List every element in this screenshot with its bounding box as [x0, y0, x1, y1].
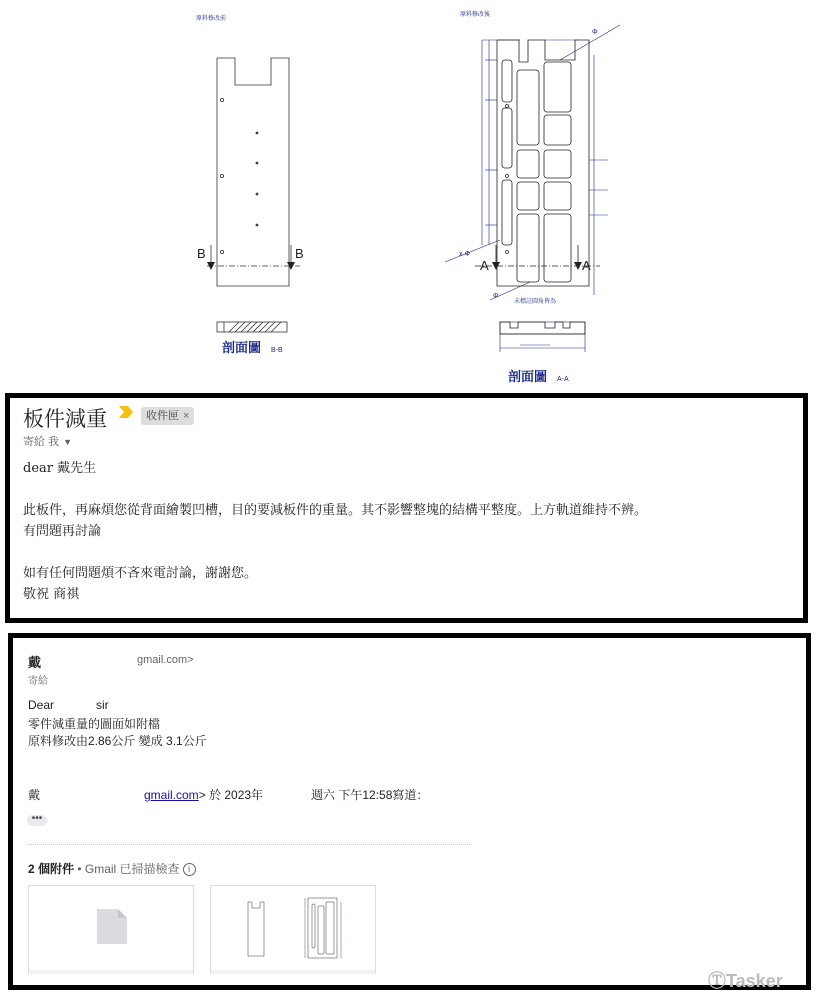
sender-name[interactable]: 戴 — [28, 655, 42, 670]
body-line: 敬祝 商祺 — [23, 587, 80, 602]
watermark-logo-icon: Ⓣ — [708, 971, 726, 991]
drawing-svg — [0, 0, 818, 392]
watermark-text: Tasker — [726, 971, 783, 991]
recipient-text: 寄給 我 — [23, 436, 60, 448]
radius-note: 未標註圓角皆為 — [514, 299, 557, 305]
email-subject: 板件減重 — [23, 408, 107, 431]
recipient-line[interactable]: 寄給 — [28, 676, 48, 687]
recipient-line[interactable] — [23, 433, 72, 449]
dim-phi-top: Φ — [592, 29, 598, 36]
tasker-watermark — [708, 967, 783, 993]
label-before: 原料修改前 — [196, 16, 227, 22]
section-code-bb: B-B — [271, 347, 283, 354]
body-line: 此板件，再麻煩您從背面繪製凹槽，目的要減板件的重量。其不影響整塊的結構平整度。上方軌道維持不辨。 — [23, 503, 648, 518]
remove-label-icon[interactable]: × — [183, 410, 190, 422]
attachments-header — [28, 860, 196, 877]
caret-down-icon[interactable]: ▼ — [63, 437, 72, 447]
section-label-aa: 剖面圖 — [508, 369, 548, 384]
email-body — [23, 458, 647, 605]
info-icon[interactable]: i — [183, 863, 196, 876]
divider — [27, 844, 472, 845]
drawing-thumbnail — [211, 886, 375, 974]
email-panel-first — [5, 393, 808, 623]
attachment-card-drawing[interactable] — [210, 885, 376, 974]
email-panel-reply — [8, 633, 811, 990]
sender-email[interactable]: gmail.com> — [137, 654, 194, 666]
marker-b-right: B — [295, 246, 304, 261]
quote-sender-name: 戴 — [28, 788, 41, 802]
quote-date-a: > 於 2023年 — [198, 788, 264, 802]
dim-x-phi: x Φ — [459, 251, 471, 258]
file-icon — [29, 886, 193, 974]
importance-marker-icon[interactable] — [119, 406, 133, 418]
marker-b-left: B — [197, 246, 206, 261]
quote-header — [144, 786, 263, 803]
body-line: 原料修改由2.86公斤 變成 3.1公斤 — [28, 734, 207, 748]
body-line: 如有任何問題煩不吝來電討論，謝謝您。 — [23, 566, 258, 581]
section-code-aa: A-A — [557, 376, 569, 383]
marker-a-right: A — [582, 258, 591, 273]
body-line: dear 戴先生 — [23, 461, 97, 476]
quote-date-b: 週六 下午12:58寫道： — [311, 788, 429, 802]
dim-phi-bottom: Φ — [493, 293, 499, 300]
body-line: 有問題再討論 — [23, 524, 102, 539]
body-line: 零件減重量的圖面如附檔 — [28, 717, 161, 731]
section-label-bb: 剖面圖 — [222, 340, 262, 355]
marker-a-left: A — [480, 258, 489, 273]
inbox-label-text: 收件匣 — [146, 410, 179, 422]
greeting-sir: sir — [96, 698, 109, 712]
show-trimmed-content-button[interactable]: ••• — [27, 815, 47, 826]
attachments-scan-note: • Gmail 已掃描檢查 — [74, 862, 180, 876]
label-after: 原料修改後 — [460, 12, 491, 18]
attachments-count: 2 個附件 — [28, 862, 75, 876]
inbox-label-chip[interactable] — [141, 407, 194, 425]
body-line — [23, 542, 647, 563]
attachment-card-file[interactable] — [28, 885, 194, 974]
technical-drawing-image — [0, 0, 818, 392]
body-line — [23, 479, 647, 500]
greeting-dear: Dear — [28, 698, 55, 712]
quote-email-link[interactable]: gmail.com — [144, 788, 199, 802]
